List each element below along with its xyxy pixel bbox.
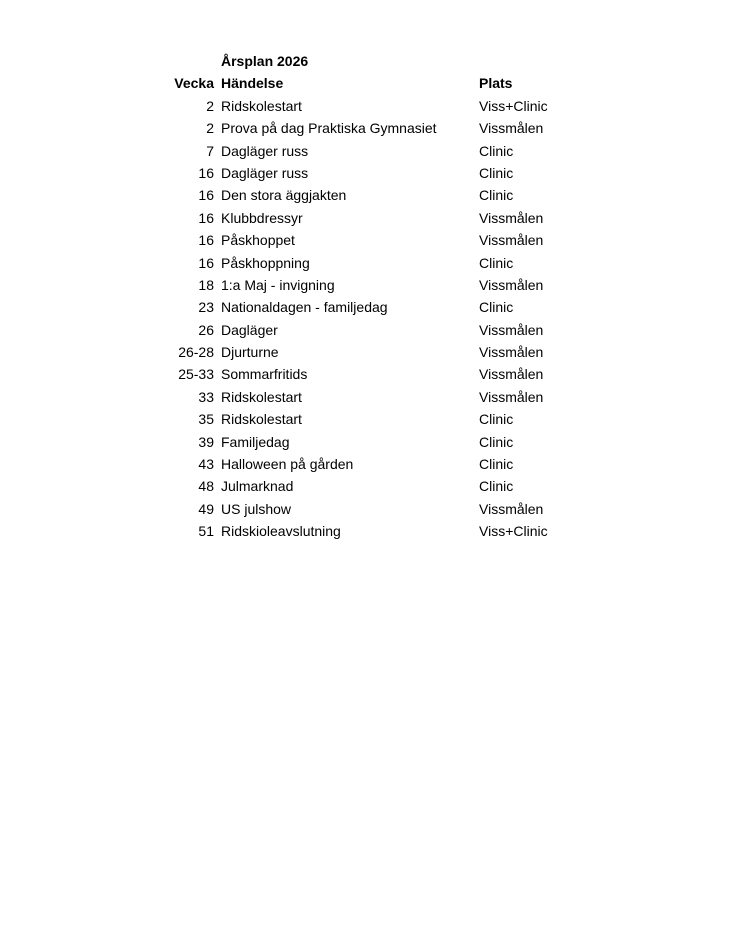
cell-place: Vissmålen: [479, 321, 544, 338]
cell-event: Klubbdressyr: [221, 209, 303, 226]
cell-event: Påskhoppet: [221, 232, 295, 249]
table-header-row: [0, 72, 737, 94]
cell-place: Clinic: [479, 187, 514, 204]
cell-event: Prova på dag Praktiska Gymnasiet: [221, 120, 437, 137]
table-row: [0, 140, 737, 162]
cell-week: 16: [198, 232, 214, 249]
page-title: Årsplan 2026: [221, 53, 309, 69]
cell-place: Clinic: [479, 164, 514, 181]
cell-week: 7: [206, 142, 214, 159]
cell-event: Påskhoppning: [221, 254, 310, 271]
table-row: [0, 207, 737, 229]
cell-place: Vissmålen: [479, 388, 544, 405]
cell-week: 25-33: [178, 366, 214, 383]
cell-place: Clinic: [479, 456, 514, 473]
cell-week: 23: [198, 299, 214, 316]
cell-week: 16: [198, 254, 214, 271]
table-row: [0, 431, 737, 453]
table-row: [0, 386, 737, 408]
table-row: [0, 229, 737, 251]
table-row: [0, 475, 737, 497]
cell-place: Vissmålen: [479, 500, 544, 517]
cell-place: Vissmålen: [479, 366, 544, 383]
cell-event: Dagläger russ: [221, 164, 309, 181]
cell-week: 48: [198, 478, 214, 495]
cell-event: Sommarfritids: [221, 366, 308, 383]
cell-week: 26: [198, 321, 214, 338]
table-row: [0, 520, 737, 542]
cell-event: Ridskolestart: [221, 411, 302, 428]
cell-week: 18: [198, 276, 214, 293]
cell-event: Djurturne: [221, 344, 279, 361]
table-row: [0, 408, 737, 430]
cell-place: Clinic: [479, 478, 514, 495]
table-row: [0, 341, 737, 363]
cell-place: Vissmålen: [479, 209, 544, 226]
cell-week: 43: [198, 456, 214, 473]
cell-week: 49: [198, 500, 214, 517]
cell-week: 26-28: [178, 344, 214, 361]
cell-event: Familjedag: [221, 433, 290, 450]
cell-place: Vissmålen: [479, 276, 544, 293]
cell-event: Julmarknad: [221, 478, 294, 495]
table-row: [0, 296, 737, 318]
table-row: [0, 252, 737, 274]
table-row: [0, 274, 737, 296]
table-row: [0, 498, 737, 520]
table-body: [0, 95, 737, 543]
cell-week: 16: [198, 187, 214, 204]
cell-week: 35: [198, 411, 214, 428]
table-row: [0, 95, 737, 117]
cell-event: Ridskolestart: [221, 388, 302, 405]
cell-event: Nationaldagen - familjedag: [221, 299, 388, 316]
cell-event: 1:a Maj - invigning: [221, 276, 335, 293]
cell-place: Vissmålen: [479, 120, 544, 137]
cell-week: 16: [198, 209, 214, 226]
cell-event: Ridskioleavslutning: [221, 523, 341, 540]
column-header-week: Vecka: [174, 75, 214, 92]
cell-place: Clinic: [479, 411, 514, 428]
column-header-event: Händelse: [221, 75, 284, 92]
cell-week: 51: [198, 523, 214, 540]
cell-place: Clinic: [479, 254, 514, 271]
cell-week: 2: [206, 120, 214, 137]
cell-place: Viss+Clinic: [479, 97, 548, 114]
cell-event: US julshow: [221, 500, 292, 517]
cell-place: Clinic: [479, 299, 514, 316]
cell-place: Vissmålen: [479, 344, 544, 361]
table-row: [0, 363, 737, 385]
table-row: [0, 162, 737, 184]
cell-week: 16: [198, 164, 214, 181]
cell-place: Clinic: [479, 433, 514, 450]
cell-place: Viss+Clinic: [479, 523, 548, 540]
cell-event: Den stora äggjakten: [221, 187, 347, 204]
cell-week: 2: [206, 97, 214, 114]
column-header-place: Plats: [479, 75, 513, 92]
cell-week: 33: [198, 388, 214, 405]
table-row: [0, 184, 737, 206]
cell-place: Clinic: [479, 142, 514, 159]
cell-event: Ridskolestart: [221, 97, 302, 114]
cell-event: Dagläger: [221, 321, 278, 338]
cell-event: Dagläger russ: [221, 142, 309, 159]
cell-place: Vissmålen: [479, 232, 544, 249]
table-row: [0, 453, 737, 475]
cell-week: 39: [198, 433, 214, 450]
annual-plan-table: [0, 72, 737, 542]
table-row: [0, 117, 737, 139]
table-row: [0, 319, 737, 341]
cell-event: Halloween på gården: [221, 456, 354, 473]
